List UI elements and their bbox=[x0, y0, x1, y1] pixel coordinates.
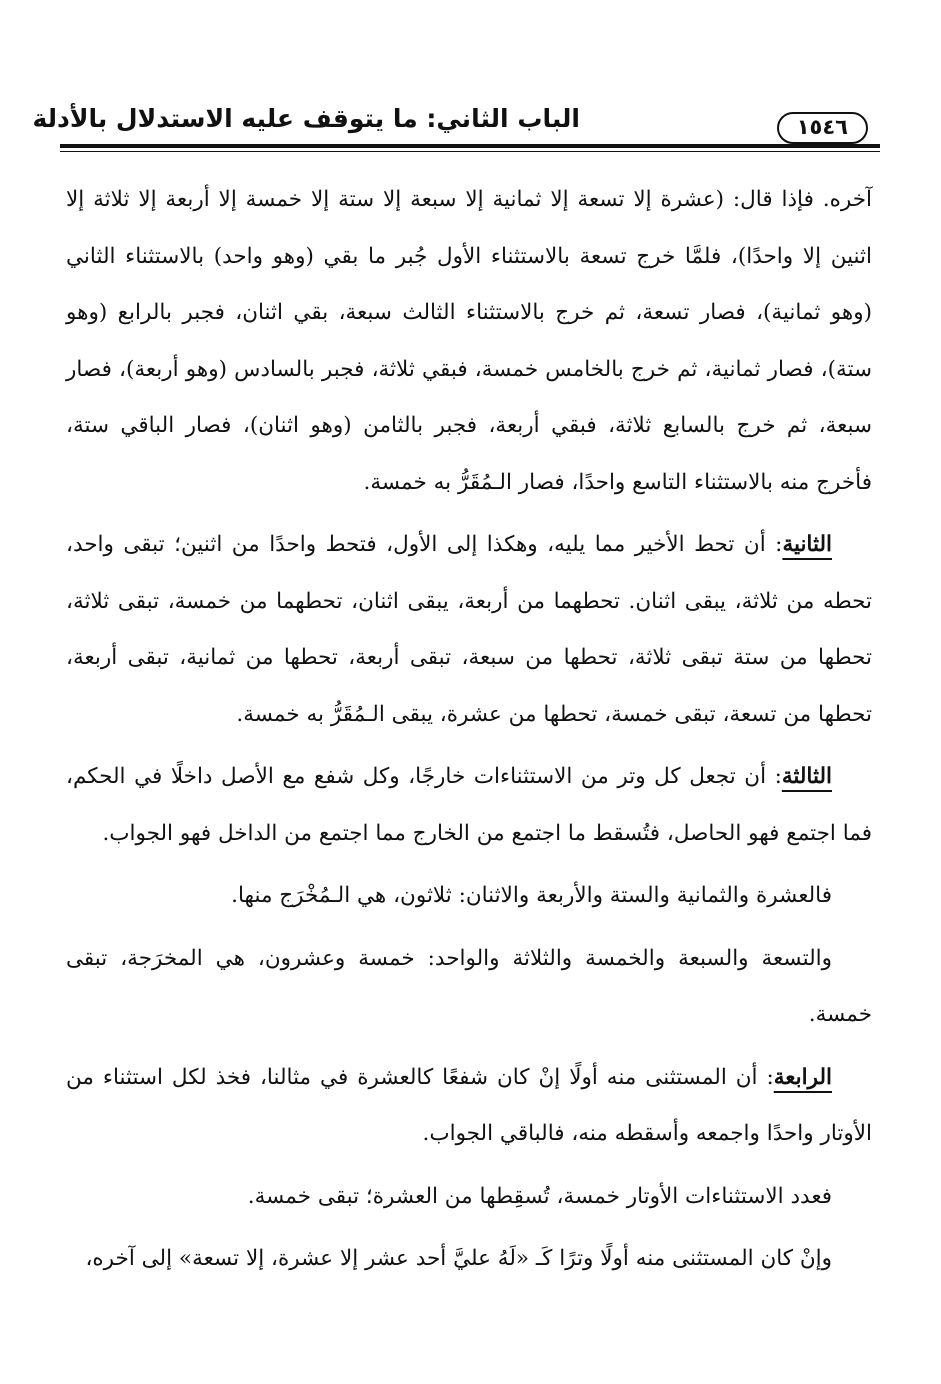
paragraph-second-method bbox=[66, 517, 872, 743]
section-label: الثانية bbox=[782, 532, 832, 557]
paragraph-fourth-method bbox=[66, 1050, 872, 1163]
paragraph-third-method bbox=[66, 749, 872, 862]
running-title: الباب الثاني: ما يتوقف عليه الاستدلال بالأدلة bbox=[32, 104, 580, 133]
paragraph-text: : أن المستثنى منه أولًا إنْ كان شفعًا كالعشرة في مثالنا، فخذ لكل استثناء من الأوتار واحدًا واجمعه وأسقطه منه، فالباقي الجواب. bbox=[66, 1064, 872, 1146]
paragraph-even-sum bbox=[66, 868, 872, 925]
paragraph-text: : أن تحط الأخير مما يليه، وهكذا إلى الأول، فتحط واحدًا من اثنين؛ تبقى واحد، تحطه من ثلاثة، يبقى اثنان. تحطهما من أربعة، يبقى اثنان، تحطهما من خمسة، تبقى ثلاثة، تحطها من ستة تبقى ثلاثة، تحطها من سبعة، تبقى أربعة، تحطها من ثمانية، تبقى أربعة، تحطها من تسعة، تبقى خمسة، تحطها من عشرة، يبقى الـمُقَرُّ به خمسة. bbox=[66, 532, 872, 727]
paragraph-text: والتسعة والسبعة والخمسة والثلاثة والواحد: خمسة وعشرون، هي المخرَجة، تبقى خمسة. bbox=[66, 945, 872, 1027]
paragraph-text: وإنْ كان المستثنى منه أولًا وترًا كَـ «لَهُ عليَّ أحد عشر إلا عشرة، إلا تسعة» إلى آخره، bbox=[85, 1246, 832, 1271]
page-header bbox=[32, 98, 880, 148]
section-label: الرابعة bbox=[773, 1064, 832, 1090]
paragraph-text: فعدد الاستثناءات الأوتار خمسة، تُسقِطها من العشرة؛ تبقى خمسة. bbox=[247, 1183, 832, 1209]
paragraph-text: آخره. فإذا قال: (عشرة إلا تسعة إلا ثمانية إلا سبعة إلا ستة إلا خمسة إلا أربعة إلا ثلاثة إلا اثنين إلا واحدًا)، فلمَّا خرج تسعة بالاستثناء الأول جُبر ما بقي (وهو واحد) بالاستثناء الثاني (وهو ثمانية)، فصار تسعة، ثم خرج بالاستثناء الثالث سبعة، بقي اثنان، فجبر بالرابع (وهو ستة)، فصار ثمانية، ثم خرج بالخامس خمسة، فبقي ثلاثة، فجبر بالسادس (وهو أربعة)، فصار سبعة، ثم خرج بالسابع ثلاثة، فبقي أربعة، فجبر بالثامن (وهو اثنان)، فصار الباقي ستة، فأخرج منه بالاستثناء التاسع واحدًا، فصار الـمُقَرُّ به خمسة. bbox=[66, 187, 872, 495]
page-number-badge: ١٥٤٦ bbox=[777, 112, 868, 144]
paragraph-odd-case bbox=[66, 1231, 872, 1288]
paragraph-continuation bbox=[66, 172, 872, 511]
header-rule-thin bbox=[60, 151, 880, 152]
body-text bbox=[66, 172, 872, 1288]
paragraph-text: : أن تجعل كل وتر من الاستثناءات خارجًا، وكل شفع مع الأصل داخلًا في الحكم، فما اجتمع فهو الحاصل، فتُسقط ما اجتمع من الخارج مما اجتمع من الداخل فهو الجواب. bbox=[66, 764, 872, 846]
section-label: الثالثة bbox=[781, 764, 832, 789]
paragraph-odd-sum bbox=[66, 931, 872, 1044]
paragraph-odd-count bbox=[66, 1169, 872, 1226]
header-rule-thick bbox=[60, 144, 880, 148]
paragraph-text: فالعشرة والثمانية والستة والأربعة والاثنان: ثلاثون، هي الـمُخْرَج منها. bbox=[231, 883, 832, 908]
